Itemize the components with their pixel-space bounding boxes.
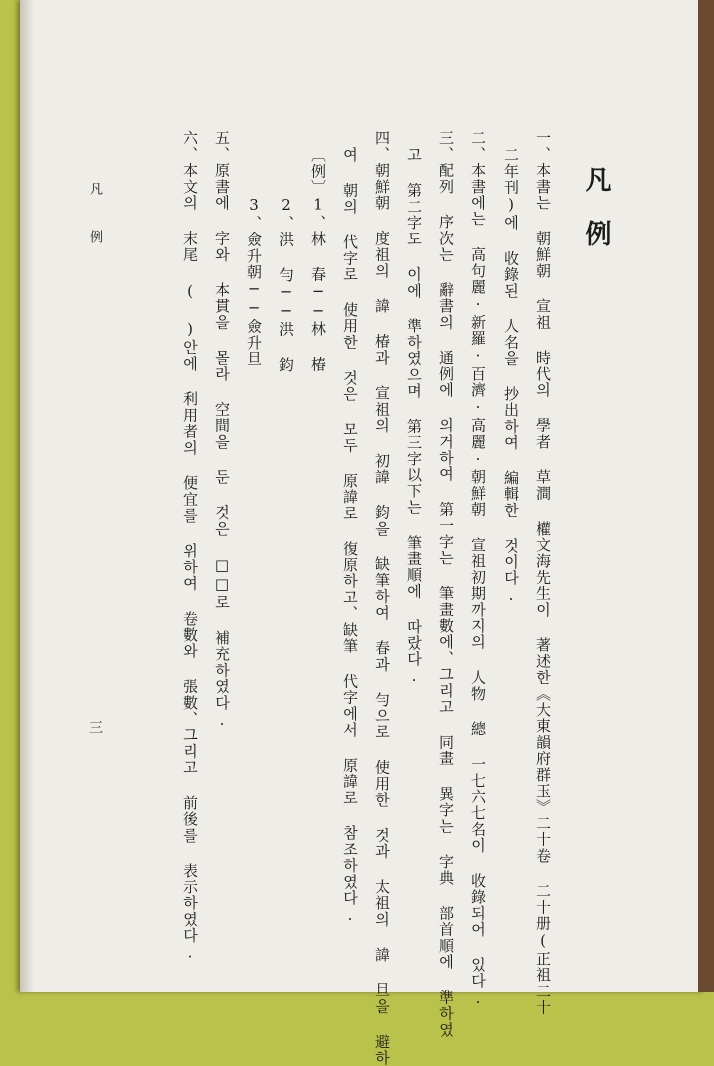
text-column-9: 六、本文의 末尾 ( )안에 利用者의 便宜를 위하여 卷數와 張數、그리고 前後를 表示하였다. (181, 130, 199, 963)
text-column-1: 一、本書는 朝鮮朝 宣祖 時代의 學者 草澗 權文海先生이 著述한《大東韻府群玉》二十卷 二十册(正祖二十 (534, 130, 552, 1016)
text-column-6: 四、朝鮮朝 度祖의 諱 椿과 宣祖의 初諱 鈞을 缺筆하여 春과 勻으로 使用한 것과 太祖의 諱 旦을 避하 (373, 130, 391, 1066)
book-page (20, 0, 706, 992)
text-column-3: 二、本書에는 高句麗·新羅·百濟·高麗·朝鮮朝 宣祖初期까지의 人物 總 一七六七名이 收錄되어 있다. (469, 130, 487, 1009)
page-title: 凡例 (581, 166, 611, 274)
text-column-7: 여 朝의 代字로 使用한 것은 모두 原諱로 復原하고、缺筆 代字에서 原諱로 참조하였다. (341, 147, 359, 926)
text-column-5: 고 第二字도 이에 準하였으며 第三字以下는 筆畫順에 따랐다. (405, 147, 423, 687)
page-edge (698, 0, 714, 992)
running-head: 凡 例 (87, 182, 102, 253)
gutter-shadow (20, 0, 34, 992)
text-column-2: 二年刊)에 收錄된 人名을 抄出하여 編輯한 것이다. (502, 147, 520, 606)
example-line-2: 2、洪 勻──洪 鈞 (277, 196, 295, 373)
example-line-3: 3、僉升朝──僉升旦 (245, 196, 263, 367)
page-number: 三 (87, 720, 103, 734)
text-column-8: 五、原書에 字와 本貫을 몰라 空間을 둔 것은 □□로 補充하였다. (213, 130, 231, 730)
example-line-1: 〔例〕1、林 春──林 椿 (309, 147, 327, 373)
text-column-4: 三、配列 序次는 辭書의 通例에 의거하여 第一字는 筆畫數에、그리고 同畫 異字는 字典 部首順에 準하였 (437, 130, 455, 1038)
